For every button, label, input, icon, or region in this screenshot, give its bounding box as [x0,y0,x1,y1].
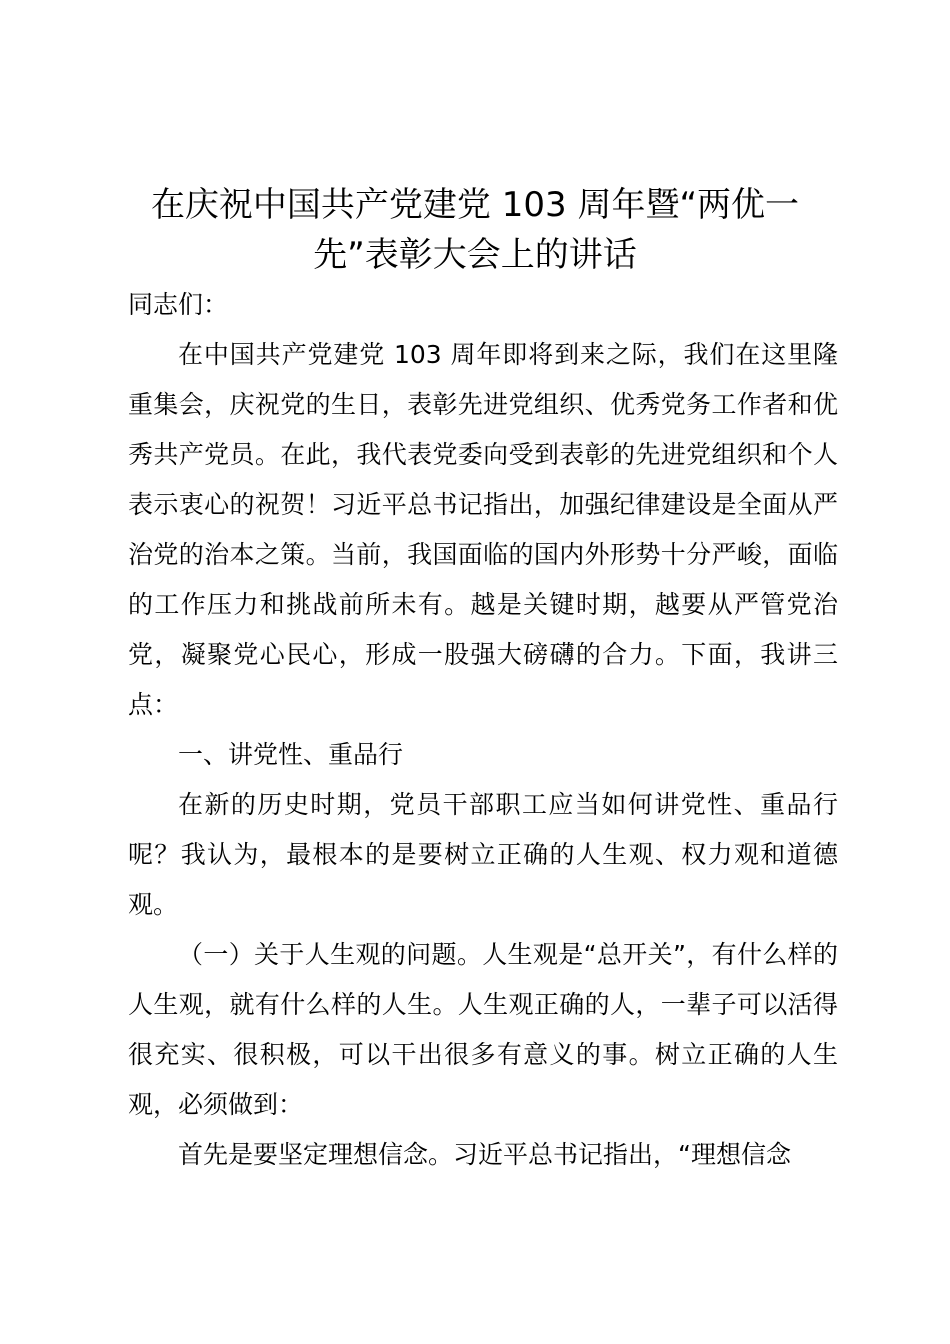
paragraph-intro: 在中国共产党建党 103 周年即将到来之际，我们在这里隆重集会，庆祝党的生日，表彰先进党组织、优秀党务工作者和优秀共产党员。在此，我代表党委向受到表彰的先进党组织和个人表示衷心的祝贺！习近平总书记指出，加强纪律建设是全面从严治党的治本之策。当前，我国面临的国内外形势十分严峻，面临的工作压力和挑战前所未有。越是关键时期，越要从严管党治党，凝聚党心民心，形成一股强大磅礴的合力。下面，我讲三点： [128,340,838,719]
paragraph-subsection-1: （一）关于人生观的问题。人生观是“总开关”，有什么样的人生观，就有什么样的人生。人生观正确的人，一辈子可以活得很充实、很积极，可以干出很多有意义的事。树立正确的人生观，必须做到： [128,940,838,1119]
document-title: 在庆祝中国共产党建党 103 周年暨“两优一先”表彰大会上的讲话 [150,185,800,275]
salutation: 同志们： [128,290,229,319]
document-body [128,280,838,1180]
paragraph-ideals: 首先是要坚定理想信念。习近平总书记指出，“理想信念 [178,1140,791,1169]
paragraph-section-1: 在新的历史时期，党员干部职工应当如何讲党性、重品行呢？我认为，最根本的是要树立正确的人生观、权力观和道德观。 [128,790,838,919]
section-heading-1: 一、讲党性、重品行 [178,740,404,769]
